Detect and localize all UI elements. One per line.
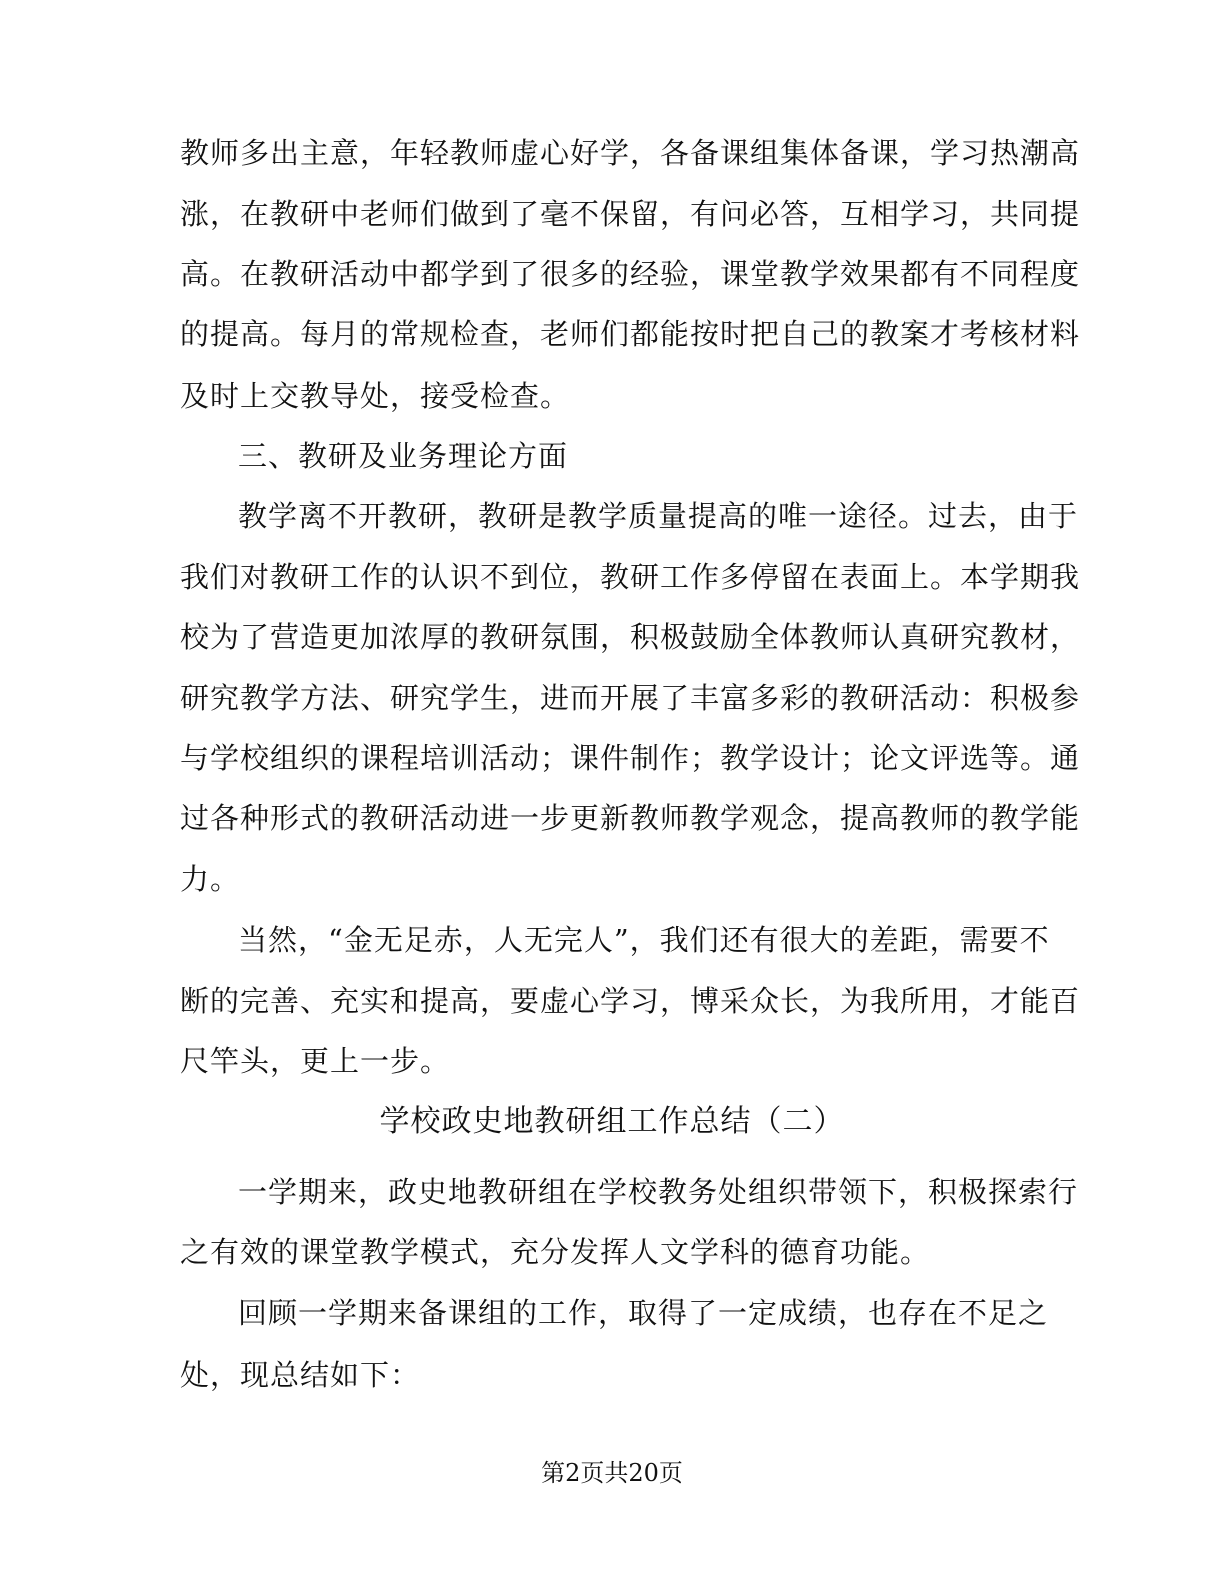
document-title: 学校政史地教研组工作总结（二） <box>379 1104 845 1139</box>
paragraph-line: 教学离不开教研，教研是教学质量提高的唯一途径。过去，由于 <box>238 499 1079 533</box>
paragraph-line: 尺竿头，更上一步。 <box>180 1044 451 1078</box>
section-heading: 三、教研及业务理论方面 <box>238 439 569 473</box>
paragraph-line: 处，现总结如下： <box>180 1358 421 1392</box>
paragraph-line: 过各种形式的教研活动进一步更新教师教学观念，提高教师的教学能 <box>180 801 1081 835</box>
paragraph-line: 力。 <box>180 862 241 896</box>
paragraph-line: 及时上交教导处，接受检查。 <box>180 379 571 413</box>
paragraph-line: 一学期来，政史地教研组在学校教务处组织带领下，积极探索行 <box>238 1175 1079 1209</box>
page-number: 第2页共20页 <box>541 1459 683 1487</box>
paragraph-line: 研究教学方法、研究学生，进而开展了丰富多彩的教研活动：积极参 <box>180 681 1081 715</box>
paragraph-line: 我们对教研工作的认识不到位，教研工作多停留在表面上。本学期我 <box>180 560 1081 594</box>
paragraph-line: 涨，在教研中老师们做到了毫不保留，有问必答，互相学习，共同提 <box>180 197 1081 231</box>
paragraph-line: 校为了营造更加浓厚的教研氛围，积极鼓励全体教师认真研究教材， <box>180 620 1081 654</box>
paragraph-line: 断的完善、充实和提高，要虚心学习，博采众长，为我所用，才能百 <box>180 984 1081 1018</box>
paragraph-line: 当然，“金无足赤，人无完人”，我们还有很大的差距，需要不 <box>238 923 1050 957</box>
paragraph-line: 之有效的课堂教学模式，充分发挥人文学科的德育功能。 <box>180 1235 931 1269</box>
paragraph-line: 回顾一学期来备课组的工作，取得了一定成绩，也存在不足之 <box>238 1296 1049 1330</box>
paragraph-line: 的提高。每月的常规检查，老师们都能按时把自己的教案才考核材料 <box>180 317 1081 351</box>
paragraph-line: 与学校组织的课程培训活动；课件制作；教学设计；论文评选等。通 <box>180 741 1081 775</box>
paragraph-line: 教师多出主意，年轻教师虚心好学，各备课组集体备课，学习热潮高 <box>180 136 1081 170</box>
paragraph-line: 高。在教研活动中都学到了很多的经验，课堂教学效果都有不同程度 <box>180 257 1081 291</box>
